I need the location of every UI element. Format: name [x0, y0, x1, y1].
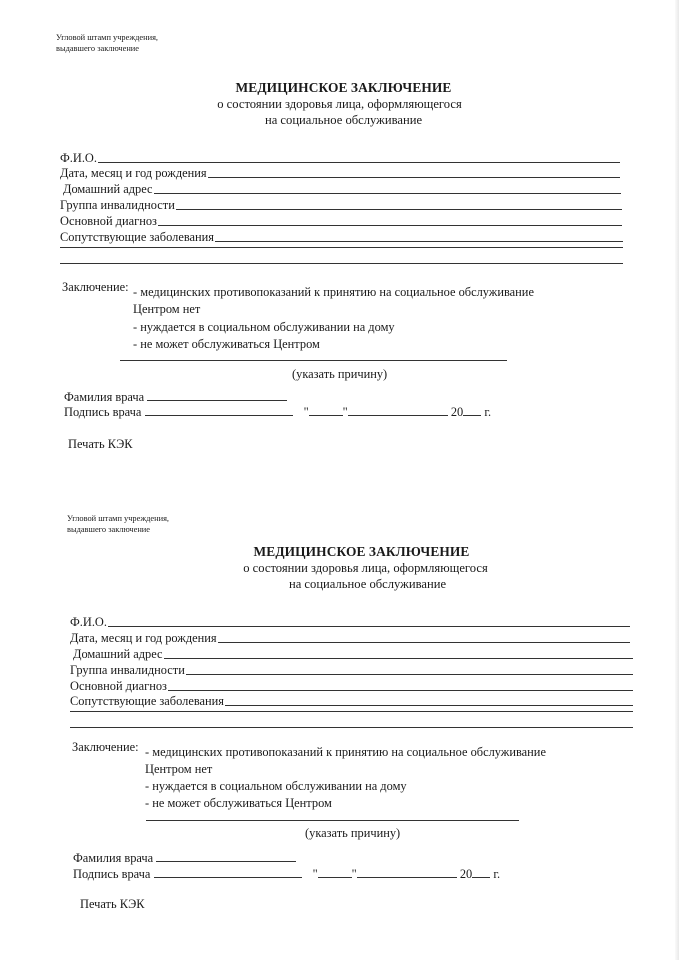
form-subtitle-2: на социальное обслуживание [288, 577, 447, 591]
seal-label: Печать КЭК [80, 897, 145, 911]
option-no-contraindications-cont: Центром нет [133, 302, 201, 316]
doctor-sign-label: Подпись врача [73, 867, 151, 881]
doctor-name-input-line[interactable] [156, 849, 296, 862]
address-input-line[interactable] [154, 193, 621, 194]
date-quote-open: " [312, 867, 318, 881]
extra-line-2[interactable] [60, 263, 623, 264]
year-prefix: 20 [450, 405, 464, 419]
form-subtitle-1: о состоянии здоровья лица, оформляющегося [243, 561, 488, 575]
date-year-line[interactable] [463, 403, 481, 416]
doctor-sign-row [73, 865, 500, 882]
year-suffix: г. [493, 867, 501, 881]
option-home-service: - нуждается в социальном обслуживании на дому [145, 779, 407, 793]
address-field[interactable] [73, 646, 633, 661]
form-subtitle-2: на социальное обслуживание [264, 113, 423, 127]
reason-line[interactable] [120, 360, 507, 361]
diagnosis-label: Основной диагноз [70, 679, 167, 693]
reason-line[interactable] [146, 820, 519, 821]
option-no-contraindications-cont: Центром нет [145, 762, 213, 776]
doctor-name-label: Фамилия врача [73, 851, 154, 865]
stamp-line-2: выдавшего заключение [56, 43, 140, 53]
address-field[interactable] [63, 181, 621, 196]
year-suffix: г. [484, 405, 492, 419]
form-title: МЕДИЦИНСКОЕ ЗАКЛЮЧЕНИЕ [253, 544, 470, 559]
conclusion-label: Заключение: [72, 740, 139, 754]
date-day-line[interactable] [318, 865, 352, 878]
reason-hint: (указать причину) [292, 367, 388, 381]
fio-label: Ф.И.О. [60, 151, 97, 165]
date-quote-close: " [342, 405, 348, 419]
birth-label: Дата, месяц и год рождения [60, 166, 207, 180]
address-label: Домашний адрес [73, 647, 163, 661]
birth-input-line[interactable] [218, 642, 630, 643]
comorbid-input-line[interactable] [215, 241, 623, 242]
stamp-line-1: Угловой штамп учреждения, [56, 33, 159, 42]
extra-line-1[interactable] [60, 247, 623, 248]
date-day-line[interactable] [309, 403, 343, 416]
option-cannot-serve: - не может обслуживаться Центром [133, 337, 320, 351]
birth-input-line[interactable] [208, 177, 620, 178]
diagnosis-input-line[interactable] [168, 690, 633, 691]
option-no-contraindications: - медицинских противопоказаний к принятию на социальное обслуживание [133, 285, 534, 299]
fio-input-line[interactable] [108, 626, 630, 627]
date-month-line[interactable] [357, 865, 457, 878]
doctor-name-label: Фамилия врача [64, 390, 145, 404]
page-edge [675, 0, 679, 960]
doctor-name-row [73, 849, 296, 866]
doctor-sign-label: Подпись врача [64, 405, 142, 419]
disability-input-line[interactable] [176, 209, 622, 210]
corner-stamp [67, 514, 169, 535]
doctor-name-input-line[interactable] [147, 388, 287, 401]
date-quote-open: " [303, 405, 309, 419]
fio-field[interactable] [70, 614, 630, 629]
birth-field[interactable] [70, 630, 630, 645]
extra-line-1[interactable] [70, 711, 633, 712]
disability-label: Группа инвалидности [70, 663, 185, 677]
date-month-line[interactable] [348, 403, 448, 416]
option-cannot-serve: - не может обслуживаться Центром [145, 796, 332, 810]
address-input-line[interactable] [164, 658, 633, 659]
diagnosis-field[interactable] [60, 213, 622, 228]
comorbid-input-line[interactable] [225, 705, 633, 706]
address-label: Домашний адрес [63, 182, 153, 196]
disability-input-line[interactable] [186, 674, 633, 675]
fio-label: Ф.И.О. [70, 615, 107, 629]
seal-label: Печать КЭК [68, 437, 133, 451]
doctor-sign-row [64, 403, 491, 420]
birth-label: Дата, месяц и год рождения [70, 631, 217, 645]
date-quote-close: " [351, 867, 357, 881]
stamp-line-1: Угловой штамп учреждения, [67, 514, 170, 523]
doctor-sign-input-line[interactable] [154, 865, 302, 878]
diagnosis-label: Основной диагноз [60, 214, 157, 228]
option-home-service: - нуждается в социальном обслуживании на дому [133, 320, 395, 334]
conclusion-label: Заключение: [62, 280, 129, 294]
reason-hint: (указать причину) [305, 826, 401, 840]
birth-field[interactable] [60, 165, 620, 180]
comorbid-field[interactable] [70, 693, 633, 708]
diagnosis-field[interactable] [70, 678, 633, 693]
disability-field[interactable] [70, 662, 633, 677]
comorbid-field[interactable] [60, 229, 623, 244]
diagnosis-input-line[interactable] [158, 225, 622, 226]
disability-field[interactable] [60, 197, 622, 212]
stamp-line-2: выдавшего заключение [67, 524, 151, 534]
doctor-sign-input-line[interactable] [145, 403, 293, 416]
date-year-line[interactable] [472, 865, 490, 878]
option-no-contraindications: - медицинских противопоказаний к принятию на социальное обслуживание [145, 745, 546, 759]
corner-stamp [56, 33, 158, 54]
fio-input-line[interactable] [98, 162, 620, 163]
year-prefix: 20 [459, 867, 473, 881]
form-title: МЕДИЦИНСКОЕ ЗАКЛЮЧЕНИЕ [235, 80, 452, 95]
comorbid-label: Сопутствующие заболевания [70, 694, 224, 708]
form-subtitle-1: о состоянии здоровья лица, оформляющегося [217, 97, 462, 111]
fio-field[interactable] [60, 150, 620, 165]
extra-line-2[interactable] [70, 727, 633, 728]
disability-label: Группа инвалидности [60, 198, 175, 212]
comorbid-label: Сопутствующие заболевания [60, 230, 214, 244]
